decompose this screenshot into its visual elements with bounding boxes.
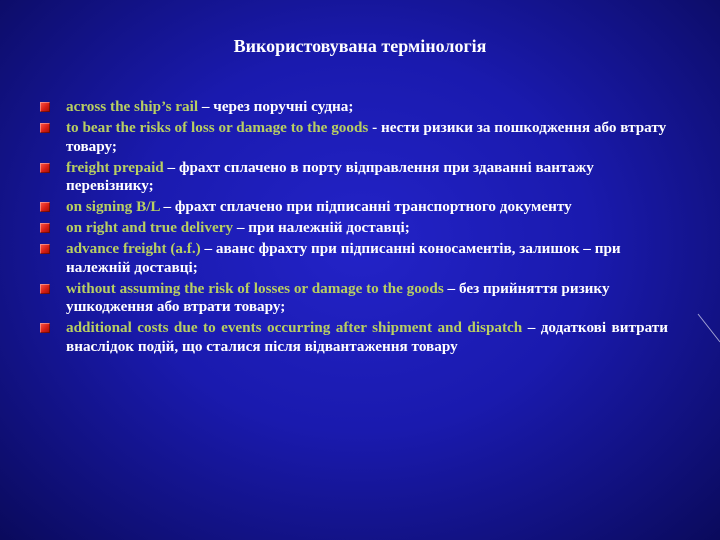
term-en: freight prepaid bbox=[66, 158, 164, 176]
term-definition: – фрахт сплачено в порту відправлення при здаванні вантажу перевізнику; bbox=[66, 158, 594, 194]
list-item bbox=[40, 219, 668, 238]
list-item bbox=[40, 198, 668, 217]
term-en: advance freight (a.f.) bbox=[66, 240, 201, 257]
term-definition: – при належній доставці; bbox=[233, 219, 410, 236]
decorative-line-icon bbox=[696, 312, 720, 352]
term-en: on right and true delivery bbox=[66, 219, 234, 236]
term-definition: – через поручні судна; bbox=[198, 98, 354, 115]
term-en: on signing B/L bbox=[66, 198, 160, 215]
list-item bbox=[40, 119, 668, 156]
list-item bbox=[40, 240, 668, 277]
term-definition: - нести ризики за пошкодження або втрату товару; bbox=[66, 119, 667, 155]
list-item bbox=[40, 98, 668, 117]
term-definition: – додаткові витрати внаслідок подій, що сталися після відвантаження товару bbox=[66, 319, 668, 355]
list-item bbox=[40, 159, 668, 196]
square-bullet-icon bbox=[40, 202, 50, 212]
term-definition: – без прийняття ризику ушкодження або втрати товару; bbox=[66, 279, 610, 315]
square-bullet-icon bbox=[40, 123, 50, 133]
square-bullet-icon bbox=[40, 163, 50, 173]
terminology-list bbox=[40, 98, 668, 359]
square-bullet-icon bbox=[40, 223, 50, 233]
square-bullet-icon bbox=[40, 323, 50, 333]
term-definition: – аванс фрахту при підписанні коносаментів, залишок – при належній доставці; bbox=[66, 240, 621, 276]
square-bullet-icon bbox=[40, 244, 50, 254]
term-en: additional costs due to events occurring after shipment and dispatch bbox=[66, 319, 523, 336]
list-item bbox=[40, 280, 668, 317]
term-definition: – фрахт сплачено при підписанні транспортного документу bbox=[159, 198, 572, 215]
term-en: across the ship’s rail bbox=[66, 98, 199, 115]
square-bullet-icon bbox=[40, 284, 50, 294]
term-en: without assuming the risk of losses or damage to the goods bbox=[66, 279, 444, 297]
list-item bbox=[40, 319, 668, 356]
term-en: to bear the risks of loss or damage to the goods bbox=[66, 119, 369, 136]
square-bullet-icon bbox=[40, 102, 50, 112]
slide-title: Використовувана термінологія bbox=[233, 36, 487, 56]
